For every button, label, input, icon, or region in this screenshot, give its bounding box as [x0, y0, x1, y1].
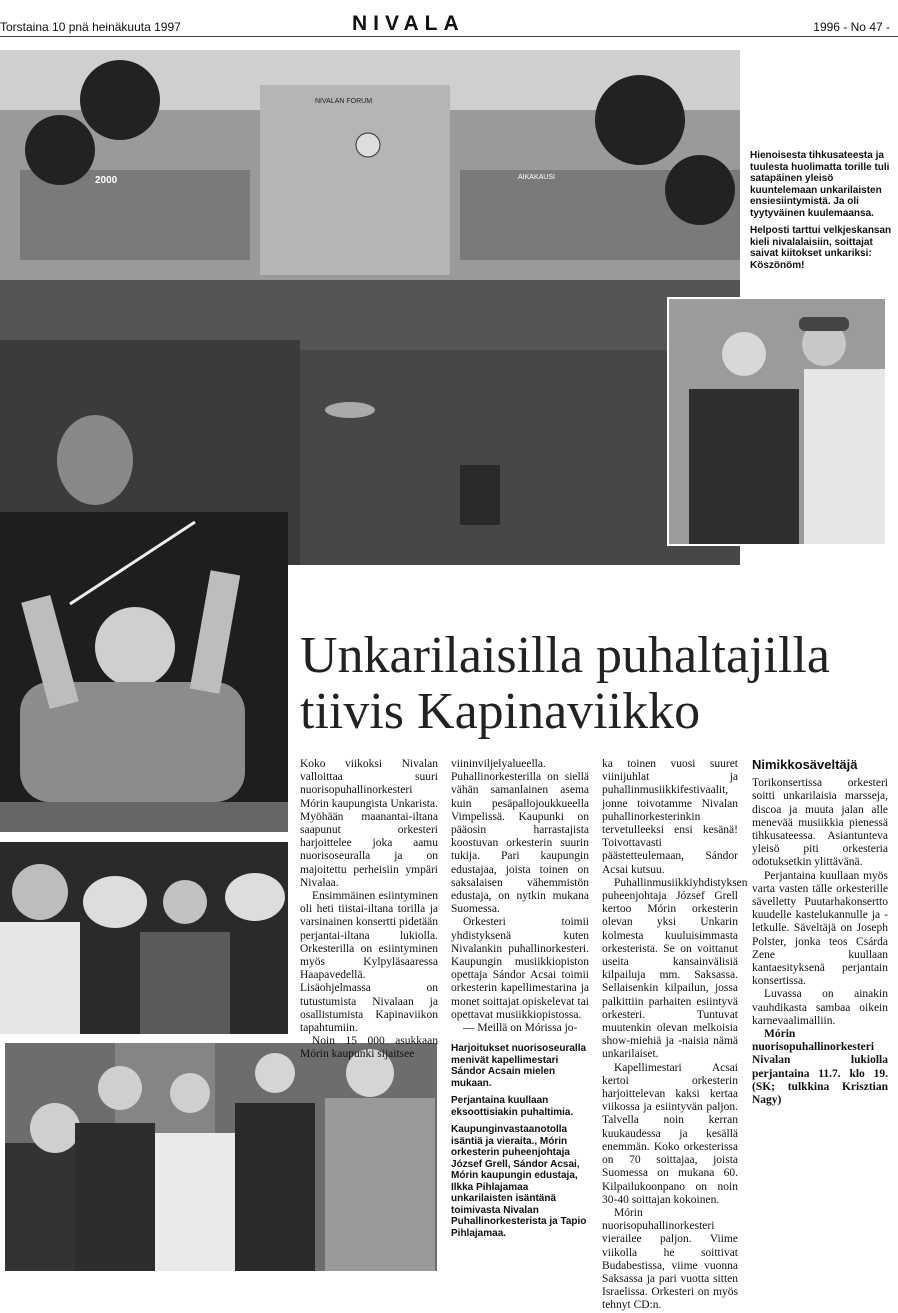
headline-line1: Unkarilaisilla puhaltajilla: [300, 627, 830, 684]
header-rule: [0, 36, 898, 37]
article-column-2: [451, 758, 589, 1245]
col4-concert-info: Mórin nuorisopuhallinorkesteri Nivalan lukiolla perjantaina 11.7. klo 19. (SK; tulkkina Krisztian Nagy): [752, 1028, 888, 1107]
officials-photo: [5, 1043, 437, 1271]
horns-caption: Perjantaina kuullaan eksoottisiakin puhaltimia.: [451, 1095, 574, 1118]
col4-paragraph: Perjantaina kuullaan myös varta vasten tälle orkesterille sävelletty Puutarhakonsertto kuudelle kastelukannulle ja -letkulle. Säveltäjä on Joseph Polster, jonka teos Csárda Zene kuullaan kantaesityksenä perjantain konsertissa.: [752, 869, 888, 988]
col3-paragraph: Kapellimestari Acsai kertoi orkesterin harjoittelevan kaksi kertaa viikossa ja esiintyvän paljon. Talvella noin kerran kuukaudessa ja kesällä enemmän. Koko orkesterissa on 70 soittajaa, joista Suomessa on mukana 60. Kilpailukoonpano on noin 30-40 soittajan kokoinen.: [602, 1061, 738, 1206]
portrait-photo: [667, 297, 887, 546]
conductor-photo: [0, 512, 288, 832]
shop-sign-aikakausi: AIKAKAUSI: [518, 174, 555, 181]
band-caption-part1: Hienoisesta tihkusateesta ja tuulesta huolimatta torille tuli satapäinen yleisö kuuntelemaan unkarilaisten ensiesiintymistä. Ja oli tyytyväinen kuulemaansa.: [750, 150, 890, 219]
headline-line2: tiivis Kapinaviikko: [300, 683, 701, 740]
issue-number: 1996 - No 47 -: [813, 20, 890, 34]
horns-photo: [0, 842, 288, 1034]
col3-paragraph: Mórin nuorisopuhallinorkesteri vierailee paljon. Viime viikolla he soittivat Budabestissa, viime vuonna Saksassa ja pari vuotta sitten Israelissa. Orkesteri on myös tehnyt CD:n.: [602, 1206, 738, 1312]
officials-caption: Kaupunginvastaanotolla isäntiä ja vieraita., Mórin orkesterin puheenjohtaja József Grell, Sándor Acsai, Mórin kaupungin edustaja, Ilkka Pihlajamaa unkarilaisten isäntänä toimivasta Nivalan Puhallinorkesterista ja Tapio Pihlajamaa.: [451, 1124, 587, 1239]
col1-paragraph: Noin 15 000 asukkaan Mórin kaupunki sijaitsee: [300, 1035, 438, 1061]
col1-paragraph: Koko viikoksi Nivalan valloittaa suuri nuorisopuhallinorkesteri Mórin kaupungista Unkarista. Myöhään maanantai-iltana saapunut orkesteri harjoittelee joka aamu nuorisoseuralla ja on majoitettu perheisiin ympäri Nivalaa.: [300, 758, 438, 889]
col2-paragraph: — Meillä on Mórissa jo-: [463, 1022, 578, 1035]
article-column-3: [602, 758, 748, 1313]
article-column-1: [300, 758, 438, 1062]
col4-paragraph: Torikonsertissa orkesteri soitti unkarilaisia marsseja, discoa ja muuta jalan alle menevää musiikkia pienessä tihkusateessa. Asiantunteva yleisö piti orkesteria odotuksetkin ylittävänä.: [752, 777, 888, 869]
band-photo: [0, 50, 740, 565]
band-caption-part2: Helposti tarttui velkjeskansan kieli nivalalaisiin, soittajat saivat kiitokset unkariksi: Köszönöm!: [750, 225, 892, 271]
rehearsal-caption: Harjoitukset nuorisoseuralla menivät kapellimestari Sándor Acsain mielen mukaan.: [451, 1043, 587, 1089]
col3-paragraph: ka toinen vuosi suuret viinijuhlat ja puhallinmusiikkifestivaalit, jonne toivotamme Nivalan puhallinorkesterinkin tervetulleeksi ensi kesänä! Toivottavasti päästetteulemaan, Sándor Acsai kutsuu.: [602, 758, 738, 876]
col3-paragraph: Puhallinmusiikkiyhdistyksen puheenjohtaja József Grell kertoo Mórin orkesterin olevan yksi Unkarin kolmesta kuuluisimmasta orkesterista. Se on voittanut useita kansainvälisiä kilpailuja mm. Saksassa. Sellaisenkin kilpailun, jossa palkittiin parhaiten esiintyvä orkesteri. Tuntuvat muutenkin olevan melkoisia show-miehiä ja -naisia nämä unkarilaiset.: [602, 876, 748, 1061]
article-column-4: [752, 758, 888, 1107]
col4-paragraph: Luvassa on ainakin vauhdikasta sambaa oikein karnevaalimalliin.: [752, 988, 888, 1027]
col2-paragraph: Orkesteri toimii yhdistyksenä kuten Nivalankin puhallinorkesteri. Kaupungin musiikkiopiston opettaja Sándor Acsai toimii orkesterin kapellimestarina ja monet soittajat opiskelevat tai opettavat musiikkiopistossa.: [451, 916, 589, 1021]
newspaper-name: NIVALA: [352, 12, 465, 35]
issue-date: Torstaina 10 pnä heinäkuuta 1997: [0, 20, 181, 34]
column-subheading: Nimikkosäveltäjä: [752, 757, 858, 772]
forum-sign: NIVALAN FORUM: [315, 98, 373, 105]
shop-sign-2000: 2000: [95, 175, 118, 186]
col1-paragraph: Ensimmäinen esiintyminen oli heti tiistai-iltana torilla ja varsinainen konsertti pidetään perjantai-iltana lukiolla. Orkesterilla on esiintyminen myös Kylpyläsaaressa Haapavedellä. Lisäohjelmassa on tutustumista Nivalaan ja osallistumista Kapinaviikon tapahtumiin.: [300, 890, 438, 1035]
band-photo-caption: [750, 150, 895, 277]
col2-paragraph: viininviljelyalueella. Puhallinorkesterilla on siellä vähän samanlainen asema kuin pesäpallojoukkueella Vimpelissä. Kaupunki on pääosin harrastajista koostuvan orkesterin suurin tukija. Pari kaupungin edustajaa, joista toinen on saksalaisen vähemmistön edustaja, on nytkin mukana Suomessa.: [451, 758, 589, 916]
article-headline: [300, 628, 890, 740]
